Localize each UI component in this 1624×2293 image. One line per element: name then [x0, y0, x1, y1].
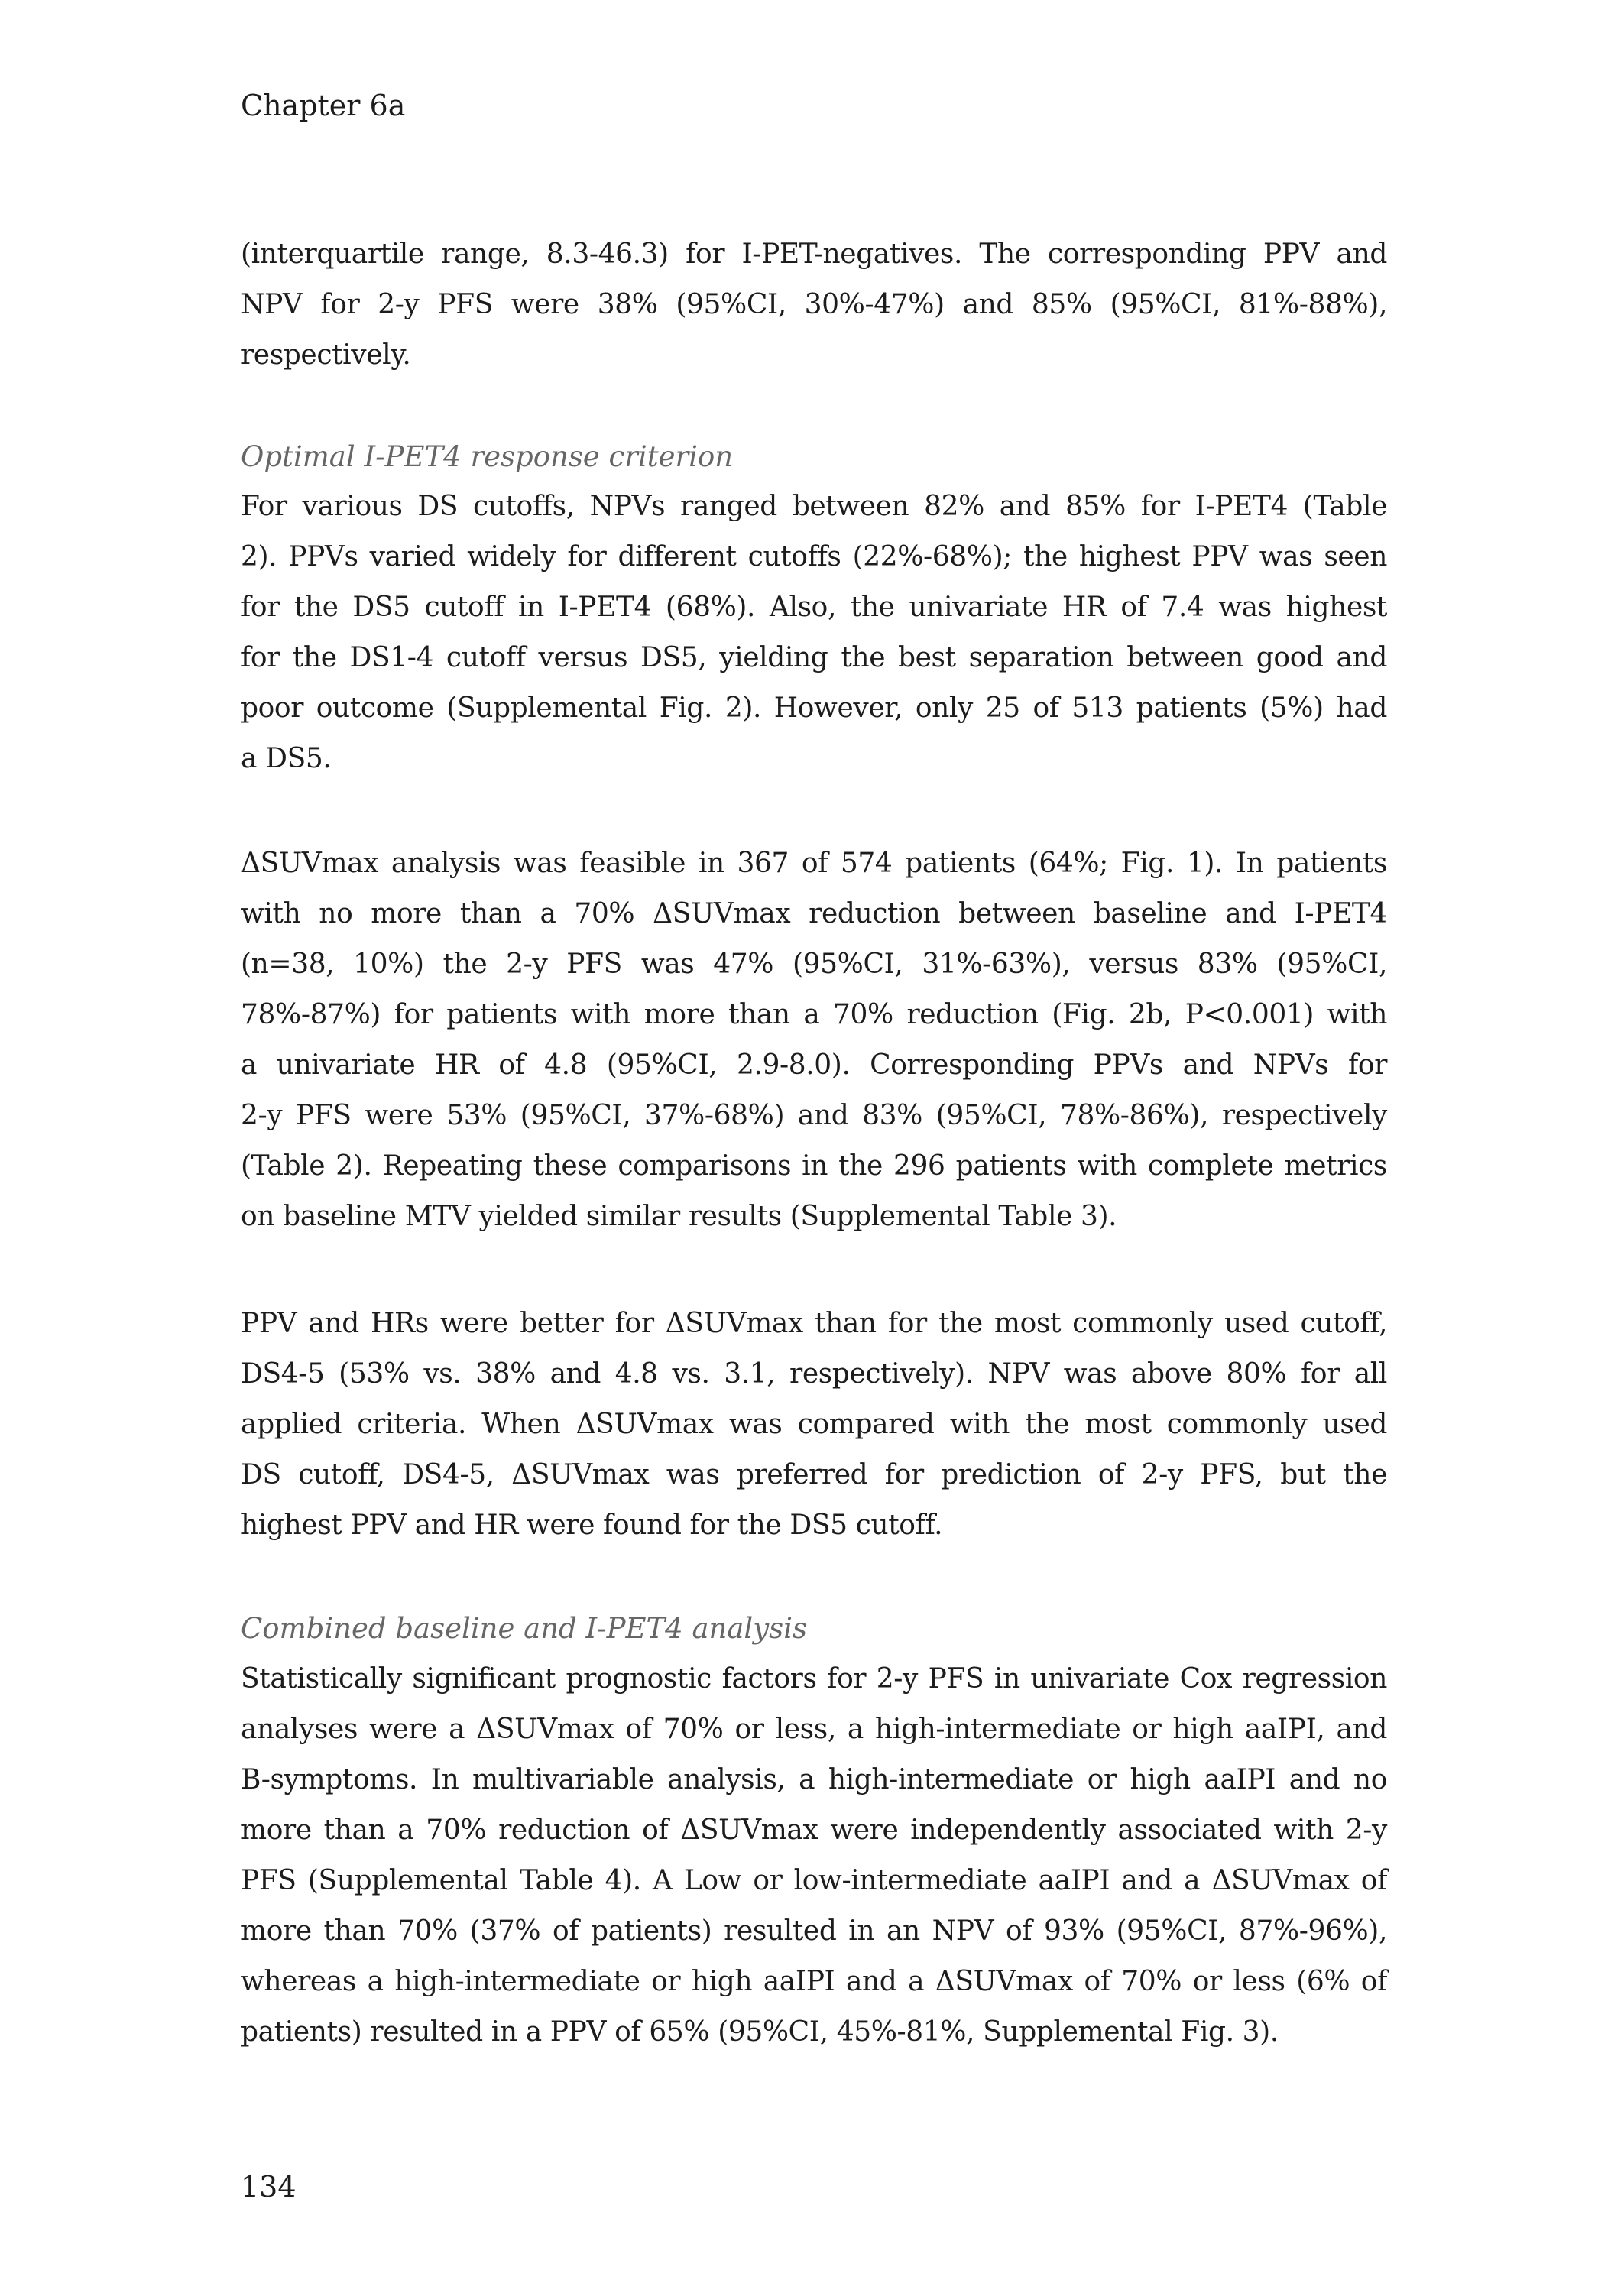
text-line: DS4-5 (53% vs. 38% and 4.8 vs. 3.1, respectively). NPV was above 80% for all	[241, 1358, 1387, 1390]
running-head-chapter: Chapter 6a	[241, 89, 406, 122]
text-line: DS cutoff, DS4-5, ΔSUVmax was preferred for prediction of 2-y PFS, but the	[241, 1459, 1387, 1490]
text-line: highest PPV and HR were found for the DS5 cutoff.	[241, 1510, 943, 1541]
text-line: PPV and HRs were better for ΔSUVmax than for the most commonly used cutoff,	[241, 1308, 1387, 1339]
text-line: ΔSUVmax analysis was feasible in 367 of 574 patients (64%; Fig. 1). In patients	[241, 848, 1387, 879]
text-line: with no more than a 70% ΔSUVmax reduction between baseline and I-PET4	[241, 898, 1387, 929]
paragraph-intro	[241, 229, 1387, 381]
text-line: (interquartile range, 8.3-46.3) for I-PET-negatives. The corresponding PPV and	[241, 238, 1387, 270]
text-line: poor outcome (Supplemental Fig. 2). However, only 25 of 513 patients (5%) had	[241, 692, 1387, 724]
text-line: applied criteria. When ΔSUVmax was compared with the most commonly used	[241, 1409, 1387, 1440]
text-line: For various DS cutoffs, NPVs ranged between 82% and 85% for I-PET4 (Table	[241, 491, 1387, 522]
section-heading-optimal-ipet4: Optimal I-PET4 response criterion	[241, 440, 734, 473]
paragraph-suvmax-analysis	[241, 838, 1387, 1242]
text-line: Statistically significant prognostic factors for 2-y PFS in univariate Cox regression	[241, 1663, 1387, 1695]
text-line: respectively.	[241, 339, 411, 371]
text-line: for the DS1-4 cutoff versus DS5, yielding the best separation between good and	[241, 642, 1387, 673]
text-line: whereas a high-intermediate or high aaIPI and a ΔSUVmax of 70% or less (6% of	[241, 1966, 1387, 1997]
section-heading-combined-analysis: Combined baseline and I-PET4 analysis	[241, 1612, 807, 1645]
text-line: on baseline MTV yielded similar results (Supplemental Table 3).	[241, 1201, 1117, 1232]
text-line: 78%-87%) for patients with more than a 70% reduction (Fig. 2b, P<0.001) with	[241, 999, 1387, 1030]
paragraph-optimal-ipet4	[241, 482, 1387, 784]
text-line: 2). PPVs varied widely for different cutoffs (22%-68%); the highest PPV was seen	[241, 541, 1387, 572]
text-line: (Table 2). Repeating these comparisons in the 296 patients with complete metrics	[241, 1150, 1387, 1182]
text-line: (n=38, 10%) the 2-y PFS was 47% (95%CI, 31%-63%), versus 83% (95%CI,	[241, 949, 1387, 980]
text-line: PFS (Supplemental Table 4). A Low or low-intermediate aaIPI and a ΔSUVmax of	[241, 1865, 1387, 1896]
text-line: analyses were a ΔSUVmax of 70% or less, a high-intermediate or high aaIPI, and	[241, 1714, 1387, 1745]
page-number: 134	[241, 2170, 297, 2204]
text-line: patients) resulted in a PPV of 65% (95%CI, 45%-81%, Supplemental Fig. 3).	[241, 2016, 1279, 2048]
text-line: more than 70% (37% of patients) resulted in an NPV of 93% (95%CI, 87%-96%),	[241, 1915, 1387, 1947]
paragraph-combined-analysis	[241, 1654, 1387, 2058]
text-line: NPV for 2-y PFS were 38% (95%CI, 30%-47%) and 85% (95%CI, 81%-88%),	[241, 289, 1387, 320]
text-line: a DS5.	[241, 743, 332, 774]
paragraph-ppv-hr-comparison	[241, 1299, 1387, 1551]
text-line: B-symptoms. In multivariable analysis, a high-intermediate or high aaIPI and no	[241, 1764, 1387, 1795]
text-line: a univariate HR of 4.8 (95%CI, 2.9-8.0). Corresponding PPVs and NPVs for	[241, 1049, 1387, 1081]
text-line: 2-y PFS were 53% (95%CI, 37%-68%) and 83% (95%CI, 78%-86%), respectively	[241, 1100, 1387, 1131]
text-line: for the DS5 cutoff in I-PET4 (68%). Also, the univariate HR of 7.4 was highest	[241, 592, 1387, 623]
text-line: more than a 70% reduction of ΔSUVmax were independently associated with 2-y	[241, 1815, 1387, 1846]
